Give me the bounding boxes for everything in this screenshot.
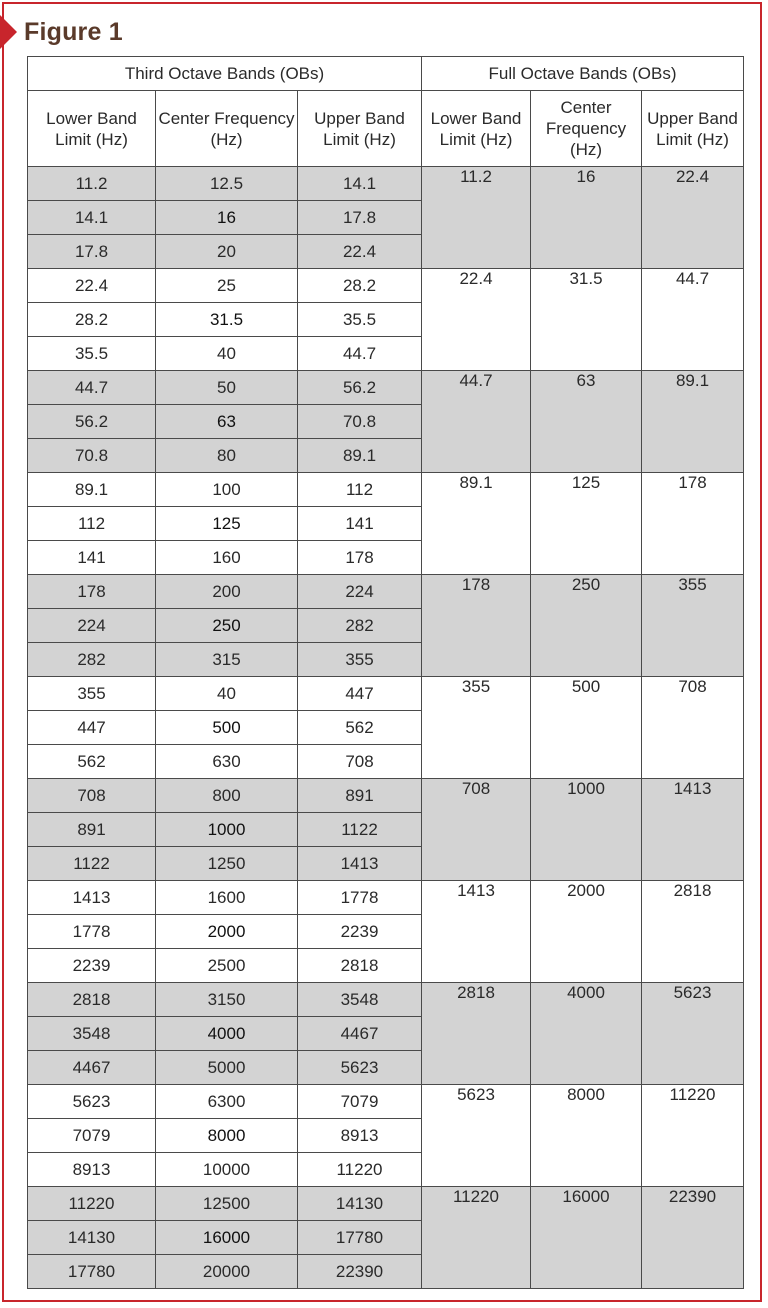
third-lower-cell: 28.2 [28, 303, 156, 337]
third-center-cell: 2000 [156, 915, 298, 949]
third-upper-cell: 224 [298, 575, 422, 609]
third-center-cell: 250 [156, 609, 298, 643]
full-lower-header: Lower Band Limit (Hz) [422, 91, 531, 167]
third-upper-cell: 22390 [298, 1255, 422, 1289]
third-upper-cell: 1413 [298, 847, 422, 881]
full-lower-cell: 2818 [422, 983, 531, 1085]
table-row [28, 473, 744, 507]
third-upper-cell: 17.8 [298, 201, 422, 235]
third-lower-cell: 112 [28, 507, 156, 541]
third-lower-cell: 56.2 [28, 405, 156, 439]
third-upper-cell: 282 [298, 609, 422, 643]
third-lower-cell: 355 [28, 677, 156, 711]
third-lower-cell: 3548 [28, 1017, 156, 1051]
third-lower-cell: 2239 [28, 949, 156, 983]
third-center-cell: 4000 [156, 1017, 298, 1051]
third-upper-cell: 8913 [298, 1119, 422, 1153]
full-lower-cell: 5623 [422, 1085, 531, 1187]
full-center-cell: 63 [531, 371, 642, 473]
full-upper-cell: 44.7 [642, 269, 744, 371]
third-center-cell: 12500 [156, 1187, 298, 1221]
third-lower-cell: 562 [28, 745, 156, 779]
full-center-cell: 500 [531, 677, 642, 779]
third-upper-cell: 89.1 [298, 439, 422, 473]
third-lower-cell: 141 [28, 541, 156, 575]
third-center-cell: 20000 [156, 1255, 298, 1289]
full-lower-cell: 1413 [422, 881, 531, 983]
full-octave-header: Full Octave Bands (OBs) [422, 57, 744, 91]
table-row [28, 677, 744, 711]
third-center-cell: 50 [156, 371, 298, 405]
table-row [28, 1085, 744, 1119]
third-upper-cell: 708 [298, 745, 422, 779]
full-upper-cell: 2818 [642, 881, 744, 983]
third-upper-cell: 56.2 [298, 371, 422, 405]
full-upper-cell: 11220 [642, 1085, 744, 1187]
third-lower-cell: 14130 [28, 1221, 156, 1255]
third-center-cell: 125 [156, 507, 298, 541]
third-center-cell: 20 [156, 235, 298, 269]
full-lower-cell: 89.1 [422, 473, 531, 575]
third-upper-cell: 562 [298, 711, 422, 745]
full-upper-cell: 22390 [642, 1187, 744, 1289]
third-upper-cell: 1122 [298, 813, 422, 847]
full-lower-cell: 178 [422, 575, 531, 677]
table-body [28, 167, 744, 1289]
third-lower-cell: 4467 [28, 1051, 156, 1085]
third-lower-cell: 282 [28, 643, 156, 677]
third-upper-cell: 112 [298, 473, 422, 507]
full-center-cell: 31.5 [531, 269, 642, 371]
full-lower-cell: 11220 [422, 1187, 531, 1289]
third-upper-cell: 2818 [298, 949, 422, 983]
third-upper-cell: 141 [298, 507, 422, 541]
third-upper-cell: 14.1 [298, 167, 422, 201]
third-center-cell: 5000 [156, 1051, 298, 1085]
full-lower-cell: 44.7 [422, 371, 531, 473]
third-upper-cell: 22.4 [298, 235, 422, 269]
third-upper-cell: 178 [298, 541, 422, 575]
third-upper-cell: 4467 [298, 1017, 422, 1051]
full-upper-cell: 708 [642, 677, 744, 779]
third-lower-header: Lower Band Limit (Hz) [28, 91, 156, 167]
table-row [28, 269, 744, 303]
full-center-cell: 125 [531, 473, 642, 575]
third-octave-header: Third Octave Bands (OBs) [28, 57, 422, 91]
third-lower-cell: 708 [28, 779, 156, 813]
third-upper-cell: 355 [298, 643, 422, 677]
third-upper-cell: 7079 [298, 1085, 422, 1119]
third-center-cell: 12.5 [156, 167, 298, 201]
full-upper-cell: 22.4 [642, 167, 744, 269]
third-center-cell: 40 [156, 337, 298, 371]
third-lower-cell: 447 [28, 711, 156, 745]
full-lower-cell: 11.2 [422, 167, 531, 269]
octave-band-table [27, 56, 744, 1289]
third-center-cell: 80 [156, 439, 298, 473]
third-upper-cell: 447 [298, 677, 422, 711]
third-center-cell: 315 [156, 643, 298, 677]
third-upper-cell: 44.7 [298, 337, 422, 371]
third-center-cell: 100 [156, 473, 298, 507]
third-upper-cell: 70.8 [298, 405, 422, 439]
full-lower-cell: 708 [422, 779, 531, 881]
third-center-cell: 500 [156, 711, 298, 745]
full-upper-cell: 89.1 [642, 371, 744, 473]
figure-heading [0, 14, 123, 50]
third-upper-cell: 1778 [298, 881, 422, 915]
third-lower-cell: 1778 [28, 915, 156, 949]
third-center-cell: 800 [156, 779, 298, 813]
third-upper-cell: 2239 [298, 915, 422, 949]
table-row [28, 1187, 744, 1221]
third-center-cell: 16 [156, 201, 298, 235]
third-upper-cell: 14130 [298, 1187, 422, 1221]
third-lower-cell: 70.8 [28, 439, 156, 473]
table-row [28, 881, 744, 915]
third-center-cell: 200 [156, 575, 298, 609]
third-lower-cell: 7079 [28, 1119, 156, 1153]
third-lower-cell: 17780 [28, 1255, 156, 1289]
third-lower-cell: 1413 [28, 881, 156, 915]
full-center-cell: 4000 [531, 983, 642, 1085]
third-lower-cell: 178 [28, 575, 156, 609]
third-upper-header: Upper Band Limit (Hz) [298, 91, 422, 167]
third-lower-cell: 5623 [28, 1085, 156, 1119]
third-lower-cell: 22.4 [28, 269, 156, 303]
third-center-cell: 3150 [156, 983, 298, 1017]
third-lower-cell: 14.1 [28, 201, 156, 235]
triangle-marker-icon [0, 15, 17, 49]
full-center-cell: 16000 [531, 1187, 642, 1289]
third-center-cell: 2500 [156, 949, 298, 983]
third-center-cell: 630 [156, 745, 298, 779]
third-center-cell: 31.5 [156, 303, 298, 337]
third-center-cell: 40 [156, 677, 298, 711]
third-center-cell: 1000 [156, 813, 298, 847]
third-upper-cell: 891 [298, 779, 422, 813]
full-upper-cell: 5623 [642, 983, 744, 1085]
third-lower-cell: 2818 [28, 983, 156, 1017]
third-lower-cell: 44.7 [28, 371, 156, 405]
third-lower-cell: 89.1 [28, 473, 156, 507]
full-center-cell: 1000 [531, 779, 642, 881]
third-center-header: Center Frequency (Hz) [156, 91, 298, 167]
third-upper-cell: 5623 [298, 1051, 422, 1085]
third-center-cell: 6300 [156, 1085, 298, 1119]
full-upper-cell: 178 [642, 473, 744, 575]
full-upper-header: Upper Band Limit (Hz) [642, 91, 744, 167]
third-lower-cell: 35.5 [28, 337, 156, 371]
full-center-cell: 250 [531, 575, 642, 677]
table-row [28, 575, 744, 609]
third-upper-cell: 35.5 [298, 303, 422, 337]
table-row [28, 167, 744, 201]
full-lower-cell: 22.4 [422, 269, 531, 371]
full-center-cell: 16 [531, 167, 642, 269]
full-upper-cell: 1413 [642, 779, 744, 881]
third-lower-cell: 1122 [28, 847, 156, 881]
third-lower-cell: 891 [28, 813, 156, 847]
table-row [28, 983, 744, 1017]
third-upper-cell: 3548 [298, 983, 422, 1017]
third-center-cell: 160 [156, 541, 298, 575]
third-upper-cell: 28.2 [298, 269, 422, 303]
figure-label: Figure 1 [24, 17, 123, 46]
third-lower-cell: 8913 [28, 1153, 156, 1187]
full-center-cell: 8000 [531, 1085, 642, 1187]
full-lower-cell: 355 [422, 677, 531, 779]
third-upper-cell: 17780 [298, 1221, 422, 1255]
full-upper-cell: 355 [642, 575, 744, 677]
third-lower-cell: 224 [28, 609, 156, 643]
third-center-cell: 63 [156, 405, 298, 439]
third-center-cell: 1600 [156, 881, 298, 915]
third-upper-cell: 11220 [298, 1153, 422, 1187]
third-lower-cell: 17.8 [28, 235, 156, 269]
table-row [28, 371, 744, 405]
full-center-cell: 2000 [531, 881, 642, 983]
third-center-cell: 25 [156, 269, 298, 303]
third-center-cell: 16000 [156, 1221, 298, 1255]
full-center-header: Center Frequency (Hz) [531, 91, 642, 167]
third-center-cell: 1250 [156, 847, 298, 881]
table-row [28, 779, 744, 813]
third-center-cell: 10000 [156, 1153, 298, 1187]
third-lower-cell: 11.2 [28, 167, 156, 201]
third-center-cell: 8000 [156, 1119, 298, 1153]
third-lower-cell: 11220 [28, 1187, 156, 1221]
